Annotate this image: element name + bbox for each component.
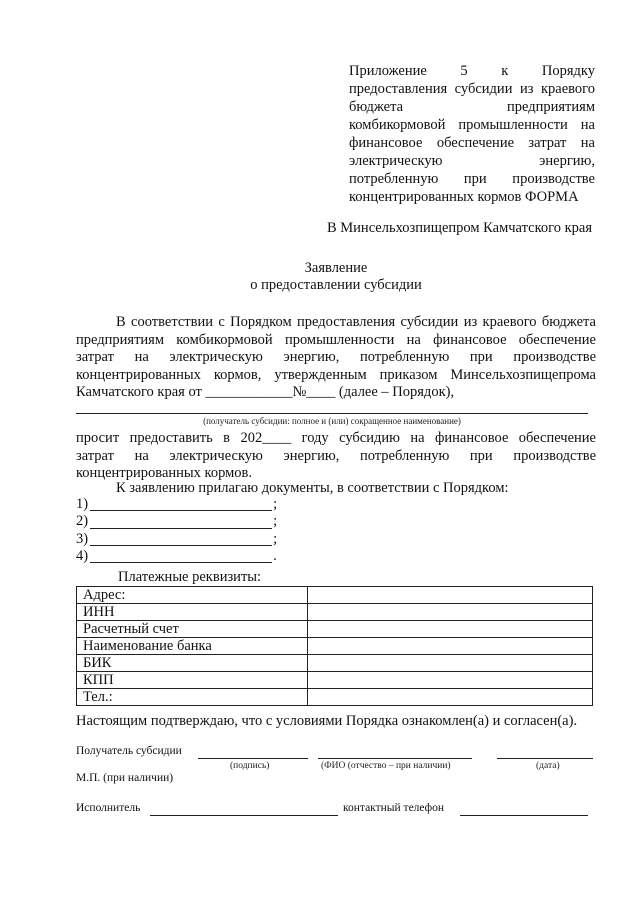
appendix-line: концентрированных кормов ФОРМА xyxy=(349,189,579,205)
requisite-label: Адрес: xyxy=(77,587,308,604)
list-item-end: . xyxy=(273,547,277,564)
request-line: просит предоставить в 202____ году субсидию на финансовое обеспечение xyxy=(76,430,596,446)
recipient-label: Получатель субсидии xyxy=(76,745,182,757)
list-item xyxy=(76,513,277,530)
requisite-value-cell[interactable] xyxy=(308,689,593,706)
list-item-number: 3) xyxy=(76,530,89,547)
recipient-name-line[interactable] xyxy=(76,413,588,414)
list-item-number: 2) xyxy=(76,513,89,530)
executor-line[interactable] xyxy=(150,815,338,816)
requisite-value-cell[interactable] xyxy=(308,604,593,621)
recipient-caption: (получатель субсидии: полное и (или) сокращенное наименование) xyxy=(203,416,461,426)
executor-label: Исполнитель xyxy=(76,802,141,814)
phone-line[interactable] xyxy=(460,815,588,816)
document-field[interactable] xyxy=(90,533,272,546)
requisite-label: Расчетный счет xyxy=(77,621,308,638)
list-item-end: ; xyxy=(273,496,278,512)
appendix-line: электрическую энергию, xyxy=(349,153,595,169)
requisite-value-cell[interactable] xyxy=(308,655,593,672)
table-row xyxy=(77,604,593,621)
list-item-number: 4) xyxy=(76,547,89,564)
appendix-line: потребленную при производстве xyxy=(349,171,595,187)
requisite-label: Тел.: xyxy=(77,689,308,706)
table-row xyxy=(77,672,593,689)
appendix-header xyxy=(349,62,595,206)
table-row xyxy=(77,587,593,604)
list-item-end: ; xyxy=(273,513,278,530)
appendix-line: предоставления субсидии из краевого xyxy=(349,81,595,97)
requisite-value-cell[interactable] xyxy=(308,621,593,638)
requisites-table xyxy=(76,586,593,706)
appendix-line: Приложение 5 к Порядку xyxy=(349,63,595,79)
requisite-value-cell[interactable] xyxy=(308,587,593,604)
list-item xyxy=(76,531,277,548)
table-row xyxy=(77,621,593,638)
list-item-end: ; xyxy=(273,530,278,547)
requisite-label: ИНН xyxy=(77,604,308,621)
appendix-line: бюджета предприятиям xyxy=(349,99,595,115)
confirmation-text: Настоящим подтверждаю, что с условиями Порядка ознакомлен(а) и согласен(а). xyxy=(76,713,578,729)
requisite-label: БИК xyxy=(77,655,308,672)
date-line[interactable] xyxy=(497,758,593,759)
signature-caption: (подпись) xyxy=(230,761,270,771)
document-subtitle: о предоставлении субсидии xyxy=(250,277,422,293)
table-row xyxy=(77,689,593,706)
intro-line: В соответствии с Порядком предоставления субсидии из краевого бюджета xyxy=(116,314,596,330)
stamp-label: М.П. (при наличии) xyxy=(76,772,174,784)
addressee: В Минсельхозпищепром Камчатского края xyxy=(326,220,592,236)
requisite-label: Наименование банка xyxy=(77,638,308,655)
appendix-line: комбикормовой промышленности на xyxy=(349,117,595,133)
date-caption: (дата) xyxy=(536,761,560,771)
requisite-value-cell[interactable] xyxy=(308,672,593,689)
appendix-line: финансовое обеспечение затрат на xyxy=(349,135,595,151)
intro-line: Камчатского края от ____________№____ (далее – Порядок), xyxy=(76,384,455,401)
list-item xyxy=(76,496,277,513)
requisite-label: КПП xyxy=(77,672,308,689)
intro-line: затрат на электрическую энергию, потребленную при производстве xyxy=(76,349,596,366)
intro-line: концентрированных кормов, утвержденным приказом Минсельхозпищепрома xyxy=(76,366,596,383)
document-title: Заявление xyxy=(304,260,368,276)
documents-list xyxy=(76,496,277,565)
requisite-value-cell[interactable] xyxy=(308,638,593,655)
request-line: концентрированных кормов. xyxy=(76,465,253,482)
phone-label: контактный телефон xyxy=(343,802,445,814)
requisites-title: Платежные реквизиты: xyxy=(118,569,262,585)
list-item xyxy=(76,548,277,565)
document-field[interactable] xyxy=(90,516,272,529)
signature-line[interactable] xyxy=(198,758,308,759)
intro-line: предприятиям комбикормовой промышленности на финансовое обеспечение xyxy=(76,331,596,348)
intro-paragraph xyxy=(76,314,596,402)
request-paragraph xyxy=(76,430,596,483)
table-row xyxy=(77,655,593,672)
document-field[interactable] xyxy=(90,550,272,563)
list-item-number: 1) xyxy=(76,496,89,512)
fio-line[interactable] xyxy=(318,758,472,759)
request-line: затрат на электрическую энергию, потребленную при производстве xyxy=(76,447,596,464)
attach-intro: К заявлению прилагаю документы, в соответствии с Порядком: xyxy=(116,480,509,496)
fio-caption: (ФИО (отчество – при наличии) xyxy=(321,761,451,771)
document-field[interactable] xyxy=(90,498,272,511)
table-row xyxy=(77,638,593,655)
